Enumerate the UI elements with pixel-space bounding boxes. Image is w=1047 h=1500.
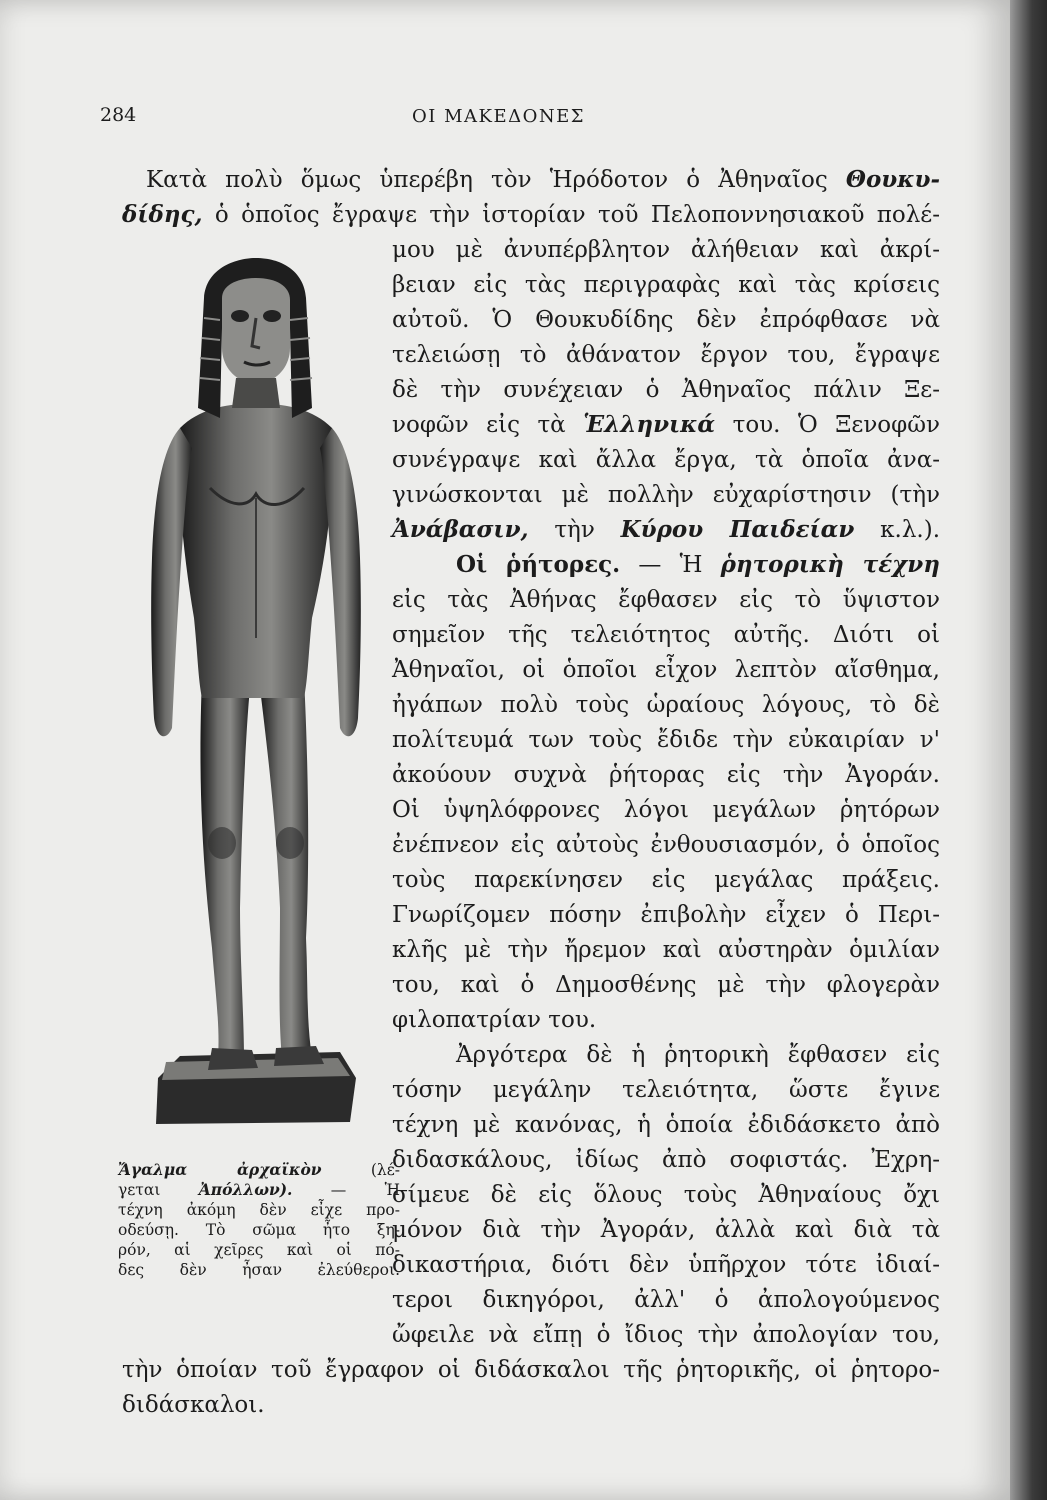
figure-caption (118, 1160, 400, 1280)
text-line (392, 410, 940, 440)
text-line: τελειώσῃ τὸ ἀθάνατον ἔργον του, ἔγραψε (392, 342, 940, 368)
text-span: νοφῶν εἰς τὰ (392, 412, 584, 438)
name-thucydides: δίδης, (122, 201, 203, 228)
caption-line: οδεύσῃ. Τὸ σῶμα ἦτο ξη- (118, 1221, 400, 1239)
text-line: τόσην μεγάλην τελειότητα, ὥστε ἔγινε (392, 1077, 940, 1103)
statue-illustration (140, 258, 372, 1138)
page-header (100, 104, 940, 134)
caption-title: Ἄγαλμα ἀρχαϊκὸν (118, 1160, 322, 1179)
text-line: δικαστήρια, διότι δὲν ὑπῆρχον τότε ἰδιαί- (392, 1252, 940, 1278)
text-line: τὴν ὁποίαν τοῦ ἔγραφον οἱ διδάσκαλοι τῆς ῥητορικῆς, οἱ ῥητορο- (122, 1357, 940, 1383)
term-rhetoric: ῥητορικὴ τέχνη (720, 551, 940, 578)
text-line: Οἱ ὑψηλόφρονες λόγοι μεγάλων ῥητόρων (392, 797, 940, 823)
text-line: μου μὲ ἀνυπέρβλητον ἀλήθειαν καὶ ἀκρί- (392, 237, 940, 263)
text-line: πολίτευμά των τοὺς ἔδιδε τὴν εὐκαιρίαν ν' (392, 727, 940, 753)
text-span: γεται (118, 1181, 199, 1199)
caption-line: τέχνη ἀκόμη δὲν εἶχε προ- (118, 1201, 400, 1219)
title-cyropaedia: Κύρου Παιδείαν (620, 516, 855, 543)
text-line: φιλοπατρίαν του. (392, 1007, 597, 1033)
text-line: αὐτοῦ. Ὁ Θουκυδίδης δὲν ἐπρόφθασε νὰ (392, 307, 940, 333)
text-line: σίμευε δὲ εἰς ὅλους τοὺς Ἀθηναίους ὄχι (392, 1182, 940, 1208)
text-line: κλῆς μὲ τὴν ἤρεμον καὶ αὐστηρὰν ὁμιλίαν (392, 937, 940, 963)
page-number: 284 (100, 104, 137, 126)
running-title: ΟΙ ΜΑΚΕΔΟΝΕΣ (412, 106, 585, 127)
text-span: — Ἡ (620, 552, 721, 578)
text-span: κ.λ.). (854, 517, 941, 543)
text-line: ὤφειλε νὰ εἴπῃ ὁ ἴδιος τὴν ἀπολογίαν του, (392, 1322, 940, 1348)
text-span: τὴν (528, 517, 621, 543)
text-line: του, καὶ ὁ Δημοσθένης μὲ τὴν φλογερὰν (392, 972, 940, 998)
text-line: ἠγάπων πολὺ τοὺς ὡραίους λόγους, τὸ δὲ (392, 692, 940, 718)
text-line: τοὺς παρεκίνησεν εἰς μεγάλας πράξεις. (392, 867, 940, 893)
section-heading-line (456, 550, 940, 580)
caption-line (118, 1180, 400, 1200)
text-span: (λέ- (321, 1161, 400, 1179)
text-line: διδασκάλους, ἰδίως ἀπὸ σοφιστάς. Ἐχρη- (392, 1147, 940, 1173)
kouros-statue-image (140, 258, 372, 1138)
text-span: — Ἡ (292, 1181, 400, 1199)
text-line: ἀκούουν συχνὰ ῥήτορας εἰς τὴν Ἀγοράν. (392, 762, 940, 788)
text-line: Γνωρίζομεν πόσην ἐπιβολὴν εἶχεν ὁ Περι- (392, 902, 940, 928)
text-line (146, 165, 940, 195)
text-line: διδάσκαλοι. (122, 1392, 265, 1418)
text-line: ἐνέπνεον εἰς αὐτοὺς ἐνθουσιασμόν, ὁ ὁποῖος (392, 832, 940, 858)
text-line: Ἀργότερα δὲ ἡ ῥητορικὴ ἔφθασεν εἰς (456, 1042, 940, 1068)
caption-name: Ἀπόλλων). (198, 1180, 293, 1199)
title-anabasis: Ἀνάβασιν, (392, 516, 529, 543)
text-line (392, 515, 940, 545)
page-edge (1010, 0, 1047, 1500)
text-span: Κατὰ πολὺ ὅμως ὑπερέβη τὸν Ἡρόδοτον ὁ Ἀθηναῖος (146, 167, 846, 193)
text-span: ὁ ὁποῖος ἔγραψε τὴν ἱστορίαν τοῦ Πελοποννησιακοῦ πολέ- (202, 202, 940, 228)
text-line: δὲ τὴν συνέχειαν ὁ Ἀθηναῖος πάλιν Ξε- (392, 377, 940, 403)
caption-line: δες δὲν ἦσαν ἐλεύθεροι. (118, 1261, 400, 1279)
caption-line: ρόν, αἱ χεῖρες καὶ οἱ πό- (118, 1241, 400, 1259)
text-line: τέχνη μὲ κανόνας, ἡ ὁποία ἐδιδάσκετο ἀπὸ (392, 1112, 940, 1138)
text-line: τεροι δικηγόροι, ἀλλ' ὁ ἀπολογούμενος (392, 1287, 940, 1313)
text-line (122, 200, 940, 230)
section-heading: Οἱ ῥήτορες. (456, 551, 621, 578)
text-line: συνέγραψε καὶ ἄλλα ἔργα, τὰ ὁποῖα ἀνα- (392, 447, 940, 473)
caption-line (118, 1160, 400, 1180)
text-span: του. Ὁ Ξενοφῶν (715, 412, 940, 438)
title-hellenika: Ἑλληνικά (583, 411, 716, 438)
name-thucydides: Θουκυ- (845, 166, 940, 193)
text-line: βειαν εἰς τὰς περιγραφὰς καὶ τὰς κρίσεις (392, 272, 940, 298)
text-line: εἰς τὰς Ἀθήνας ἔφθασεν εἰς τὸ ὕψιστον (392, 587, 940, 613)
text-line: μόνον διὰ τὴν Ἀγοράν, ἀλλὰ καὶ διὰ τὰ (392, 1217, 940, 1243)
text-line: σημεῖον τῆς τελειότητος αὐτῆς. Διότι οἱ (392, 622, 940, 648)
text-line: Ἀθηναῖοι, οἱ ὁποῖοι εἶχον λεπτὸν αἴσθημα, (392, 657, 940, 683)
text-line: γινώσκονται μὲ πολλὴν εὐχαρίστησιν (τὴν (392, 482, 940, 508)
